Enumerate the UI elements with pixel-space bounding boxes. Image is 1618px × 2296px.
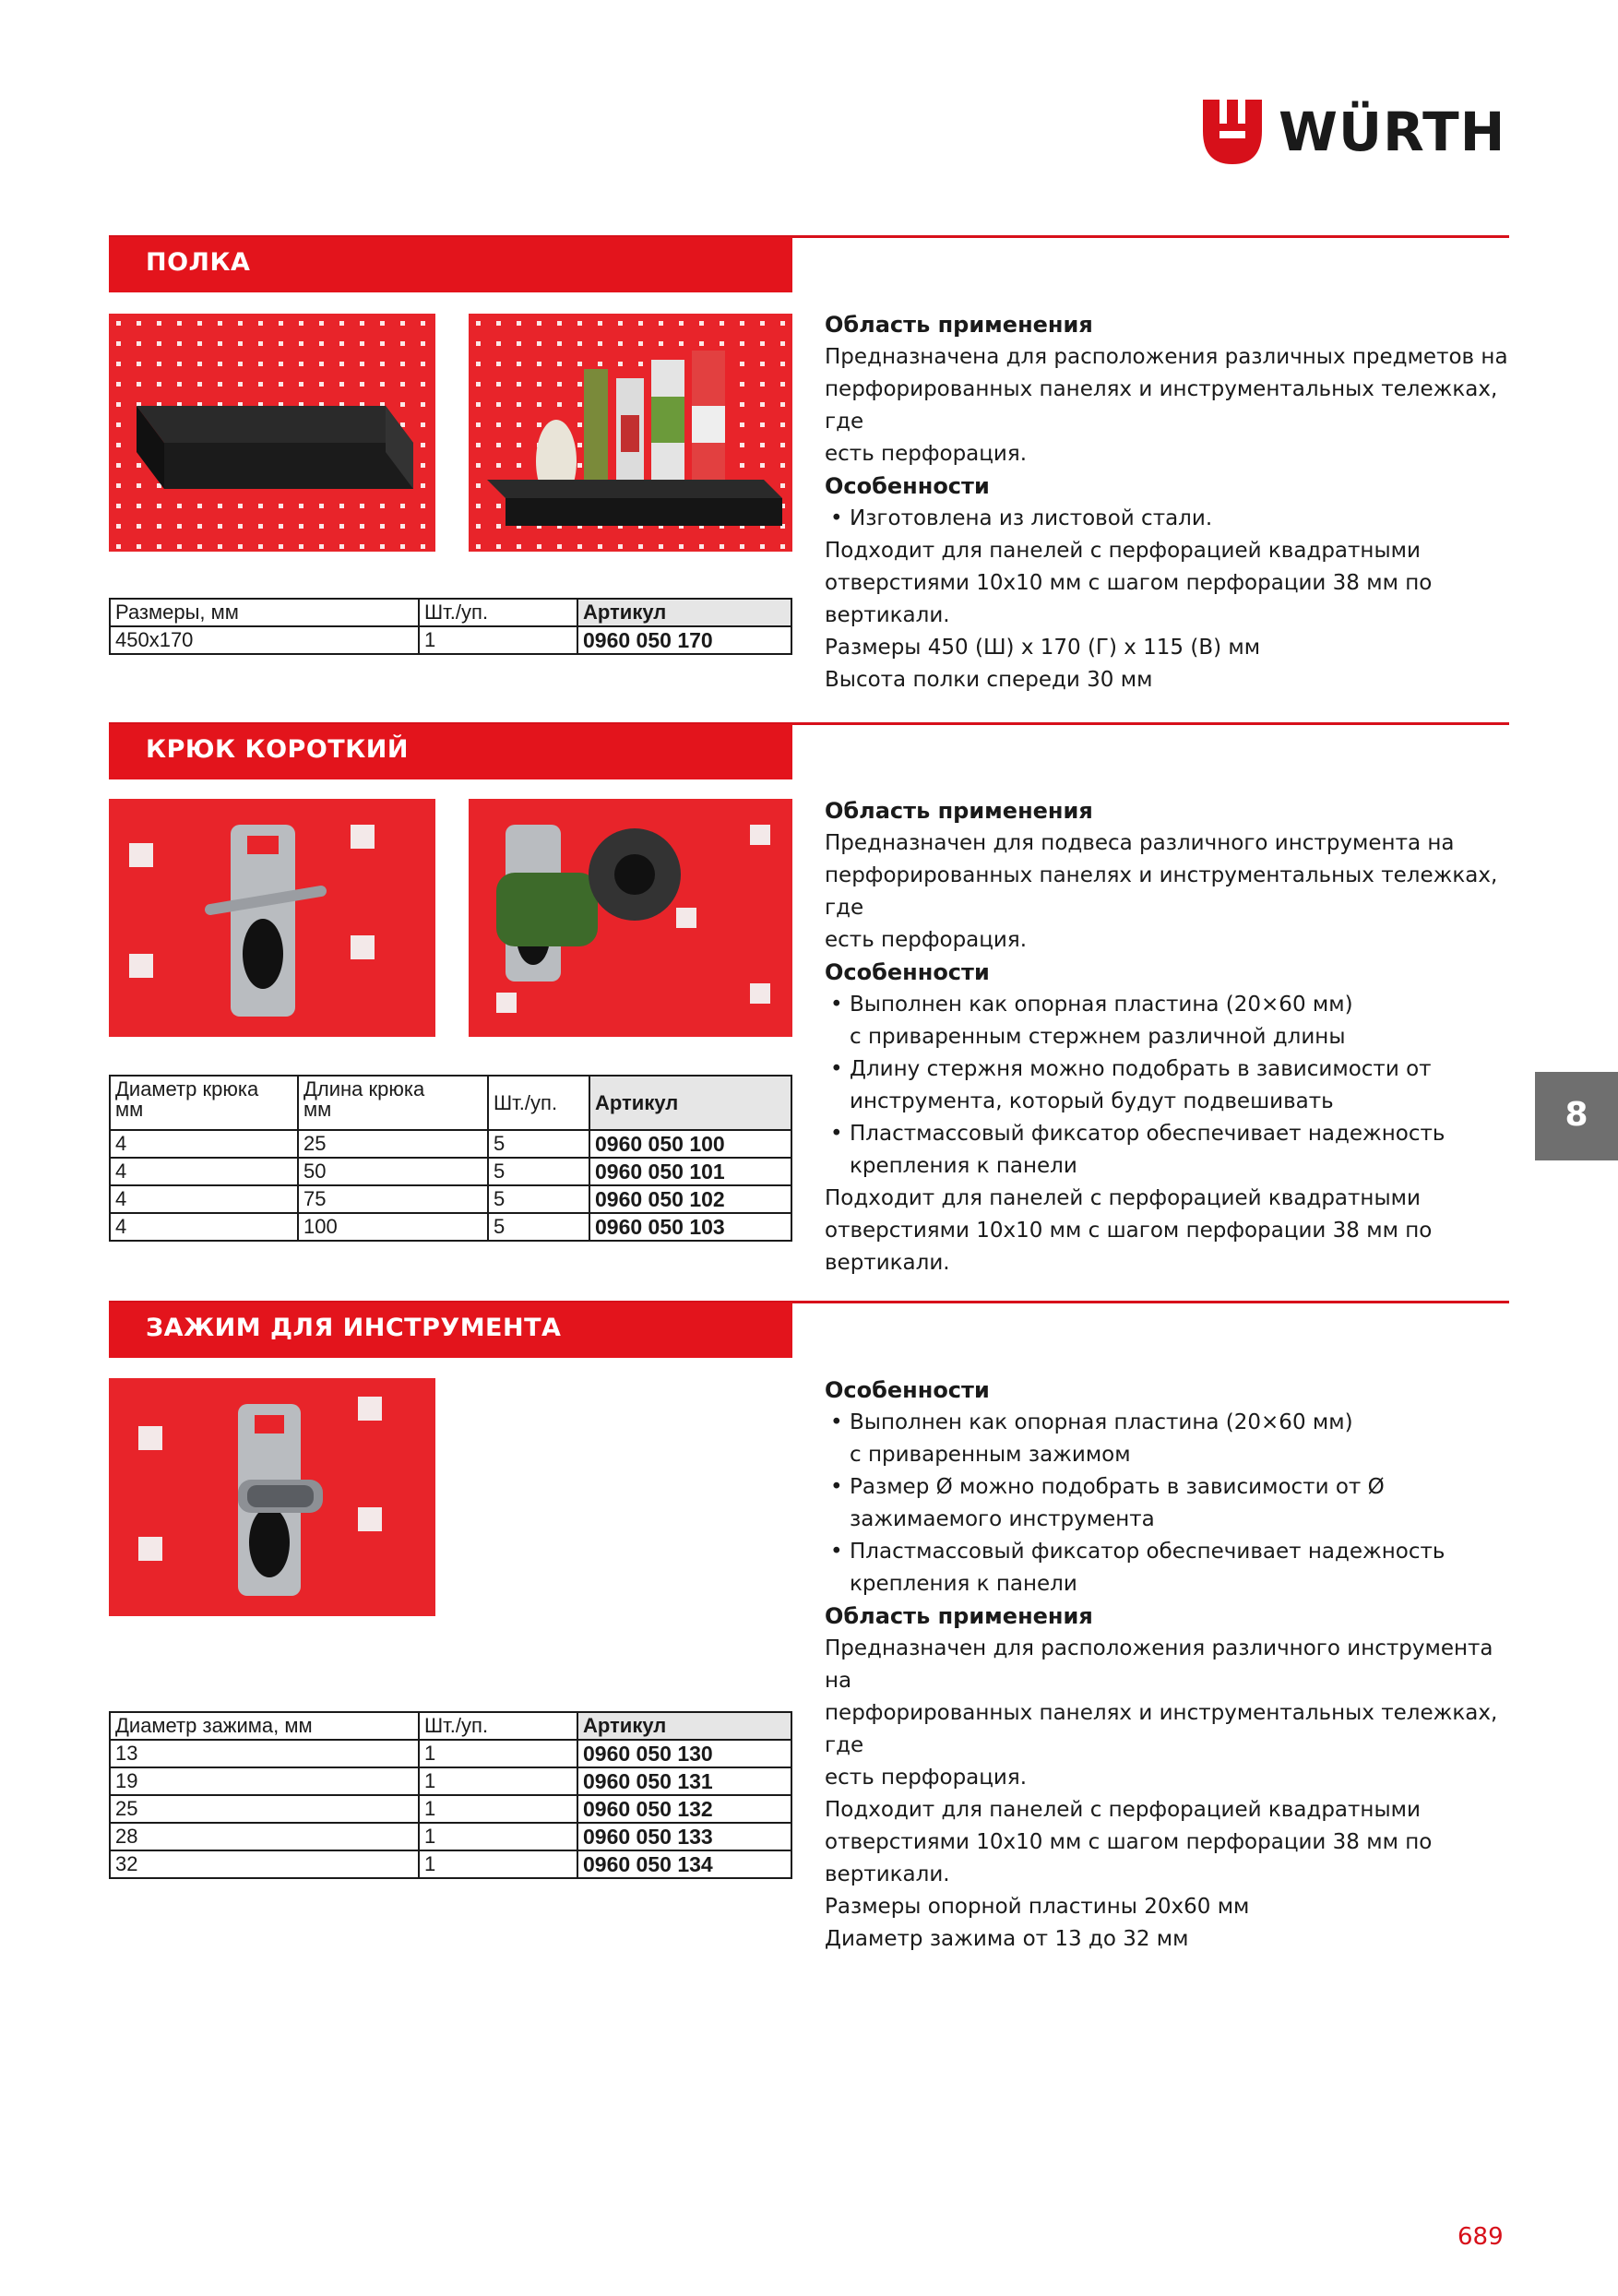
desc-line: отверстиями 10x10 мм с шагом перфорации 38 мм по <box>825 1830 1433 1854</box>
table-cell: 13 <box>110 1740 419 1767</box>
table-cell: 4 <box>110 1130 298 1158</box>
desc-heading: Область применения <box>825 312 1093 338</box>
table-cell: 450x170 <box>110 626 419 654</box>
article-number: 0960 050 170 <box>577 626 791 654</box>
desc-line: Диаметр зажима от 13 до 32 мм <box>825 1927 1189 1951</box>
section-title: КРЮК КОРОТКИЙ <box>146 735 409 764</box>
desc-line: Размеры 450 (Ш) x 170 (Г) x 115 (В) мм <box>825 636 1261 660</box>
desc-bullet: • Пластмассовый фиксатор обеспечивает надежность <box>825 1536 1526 1568</box>
table-row <box>110 1185 791 1213</box>
desc-line: с приваренным зажимом <box>850 1443 1131 1467</box>
desc-line: перфорированных панелях и инструментальных тележках, где <box>825 863 1498 920</box>
wurth-logo-mark-icon <box>1203 100 1262 164</box>
table-cell: 1 <box>419 626 577 654</box>
desc-line: зажимаемого инструмента <box>850 1507 1155 1531</box>
desc-bullet: • Выполнен как опорная пластина (20×60 мм) <box>825 989 1526 1021</box>
table-header-cell: Размеры, мм <box>110 599 419 626</box>
article-number: 0960 050 134 <box>577 1850 791 1878</box>
table-cell: 50 <box>298 1158 488 1185</box>
shelf-spec-table <box>109 598 792 655</box>
table-row <box>110 1850 791 1878</box>
desc-line: есть перфорация. <box>825 442 1028 466</box>
table-header-line: мм <box>115 1098 144 1121</box>
table-header-cell: Шт./уп. <box>419 1712 577 1740</box>
article-number: 0960 050 130 <box>577 1740 791 1767</box>
page-number: 689 <box>1457 2223 1504 2251</box>
desc-line: Размеры опорной пластины 20x60 мм <box>825 1895 1250 1919</box>
desc-line: Высота полки спереди 30 мм <box>825 668 1153 692</box>
table-cell: 28 <box>110 1823 419 1850</box>
table-cell: 100 <box>298 1213 488 1241</box>
table-header-cell <box>298 1076 488 1130</box>
table-cell: 4 <box>110 1213 298 1241</box>
table-row <box>110 1795 791 1823</box>
desc-line: Предназначен для подвеса различного инструмента на <box>825 831 1455 855</box>
table-cell: 1 <box>419 1795 577 1823</box>
table-header-cell: Шт./уп. <box>488 1076 589 1130</box>
desc-line: отверстиями 10x10 мм с шагом перфорации 38 мм по <box>825 571 1433 595</box>
section-banner <box>109 724 792 779</box>
clamp-description <box>825 1374 1526 1956</box>
table-cell: 5 <box>488 1158 589 1185</box>
section-banner <box>109 1303 792 1358</box>
table-header-cell <box>110 1076 298 1130</box>
table-cell: 25 <box>110 1795 419 1823</box>
table-header-line: Длина крюка <box>303 1077 425 1100</box>
hook-description <box>825 795 1526 1279</box>
section-title: ПОЛКА <box>146 248 251 277</box>
shelf-description <box>825 309 1526 696</box>
desc-line: инструмента, который будут подвешивать <box>850 1089 1334 1113</box>
table-cell: 32 <box>110 1850 419 1878</box>
desc-line: Предназначена для расположения различных предметов на <box>825 345 1508 369</box>
table-cell: 4 <box>110 1185 298 1213</box>
desc-line: перфорированных панелях и инструментальных тележках, где <box>825 1701 1498 1757</box>
table-cell: 75 <box>298 1185 488 1213</box>
table-header-row <box>110 599 791 626</box>
table-row <box>110 1158 791 1185</box>
tool-clamp-photo <box>109 1378 435 1616</box>
desc-line: есть перфорация. <box>825 1766 1028 1790</box>
table-row <box>110 626 791 654</box>
section-title: ЗАЖИМ ДЛЯ ИНСТРУМЕНТА <box>146 1314 562 1342</box>
short-hook-with-socket-photo <box>469 799 792 1037</box>
table-header-cell: Артикул <box>577 599 791 626</box>
desc-line: вертикали. <box>825 1862 950 1886</box>
desc-line: есть перфорация. <box>825 928 1028 952</box>
desc-line: вертикали. <box>825 1251 950 1275</box>
article-number: 0960 050 132 <box>577 1795 791 1823</box>
desc-heading: Область применения <box>825 1603 1093 1629</box>
article-number: 0960 050 103 <box>589 1213 791 1241</box>
short-hook-photo <box>109 799 435 1037</box>
table-header-cell: Диаметр зажима, мм <box>110 1712 419 1740</box>
desc-line: Подходит для панелей с перфорацией квадратными <box>825 1798 1421 1822</box>
desc-line: Подходит для панелей с перфорацией квадратными <box>825 1186 1421 1210</box>
hook-spec-table <box>109 1075 792 1242</box>
table-header-cell: Артикул <box>577 1712 791 1740</box>
table-row <box>110 1767 791 1795</box>
shelf-photo <box>109 314 435 552</box>
desc-bullet: • Длину стержня можно подобрать в зависимости от <box>825 1053 1526 1086</box>
article-number: 0960 050 101 <box>589 1158 791 1185</box>
clamp-spec-table <box>109 1711 792 1879</box>
table-cell: 1 <box>419 1823 577 1850</box>
desc-line: Предназначен для расположения различного инструмента на <box>825 1636 1493 1693</box>
article-number: 0960 050 102 <box>589 1185 791 1213</box>
section-banner <box>109 237 792 292</box>
table-header-line: мм <box>303 1098 332 1121</box>
chapter-tab-label: 8 <box>1564 1096 1588 1134</box>
desc-heading: Особенности <box>825 1377 990 1403</box>
article-number: 0960 050 100 <box>589 1130 791 1158</box>
desc-bullet: • Размер Ø можно подобрать в зависимости от Ø <box>825 1471 1526 1504</box>
article-number: 0960 050 133 <box>577 1823 791 1850</box>
table-row <box>110 1130 791 1158</box>
desc-heading: Особенности <box>825 473 990 499</box>
table-cell: 25 <box>298 1130 488 1158</box>
table-header-row <box>110 1712 791 1740</box>
table-row <box>110 1740 791 1767</box>
table-cell: 1 <box>419 1740 577 1767</box>
table-header-row <box>110 1076 791 1130</box>
desc-line: Подходит для панелей с перфорацией квадратными <box>825 539 1421 563</box>
desc-line: перфорированных панелях и инструментальных тележках, где <box>825 377 1498 434</box>
brand-name: WÜRTH <box>1279 101 1506 163</box>
table-header-line: Диаметр крюка <box>115 1077 259 1100</box>
table-cell: 19 <box>110 1767 419 1795</box>
desc-bullet: • Выполнен как опорная пластина (20×60 мм) <box>825 1407 1526 1439</box>
desc-line: крепления к панели <box>850 1154 1077 1178</box>
table-cell: 5 <box>488 1213 589 1241</box>
desc-heading: Область применения <box>825 798 1093 824</box>
desc-bullet: • Пластмассовый фиксатор обеспечивает надежность <box>825 1118 1526 1150</box>
table-header-cell: Артикул <box>589 1076 791 1130</box>
table-header-cell: Шт./уп. <box>419 599 577 626</box>
desc-bullet: • Изготовлена из листовой стали. <box>825 503 1526 535</box>
table-cell: 1 <box>419 1850 577 1878</box>
desc-heading: Особенности <box>825 959 990 985</box>
desc-line: с приваренным стержнем различной длины <box>850 1025 1346 1049</box>
article-number: 0960 050 131 <box>577 1767 791 1795</box>
shelf-with-cans-photo <box>469 314 792 552</box>
table-cell: 5 <box>488 1130 589 1158</box>
table-cell: 1 <box>419 1767 577 1795</box>
desc-line: крепления к панели <box>850 1572 1077 1596</box>
table-row <box>110 1823 791 1850</box>
desc-line: отверстиями 10x10 мм с шагом перфорации 38 мм по <box>825 1219 1433 1243</box>
chapter-tab[interactable] <box>1535 1072 1618 1160</box>
wurth-logo <box>1203 100 1509 164</box>
table-row <box>110 1213 791 1241</box>
desc-line: вертикали. <box>825 603 950 627</box>
table-cell: 4 <box>110 1158 298 1185</box>
table-cell: 5 <box>488 1185 589 1213</box>
